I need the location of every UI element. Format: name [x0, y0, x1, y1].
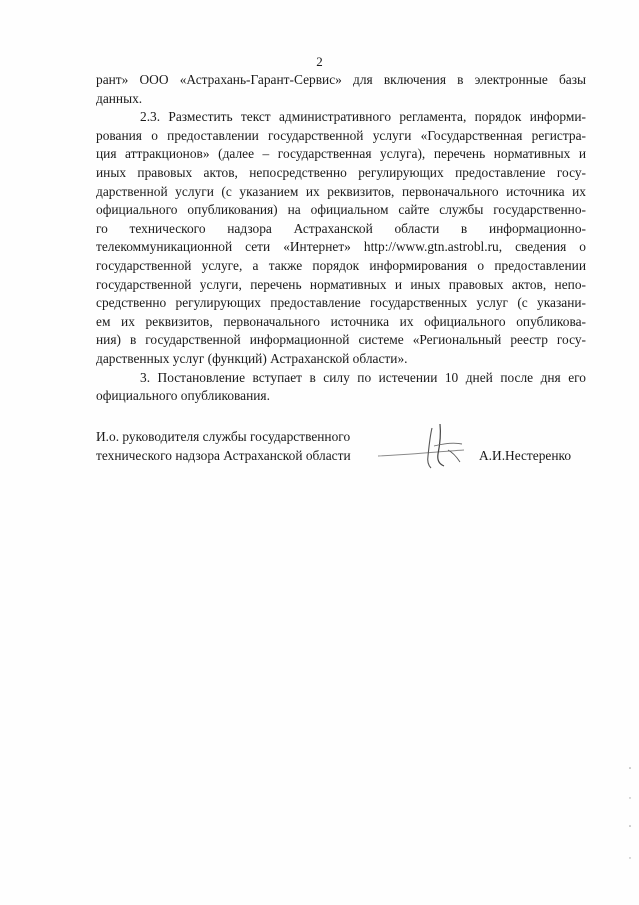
paragraph-2-line-12: ем их реквизитов, первоначального источника их официального опубликова- — [96, 313, 586, 329]
paragraph-1-line-2: данных. — [96, 90, 143, 106]
paragraph-2-line-3: ция аттракционов» (далее – государственная услуга), перечень нормативных и — [96, 146, 586, 162]
page-number: 2 — [316, 54, 323, 69]
paragraph-2-line-9: государственной услуге, а также порядок информирования о предоставлении — [96, 257, 586, 273]
paragraph-2-line-8: телекоммуникационной сети «Интернет» http://www.gtn.astrobl.ru, сведения о — [96, 239, 586, 255]
paragraph-3-line-1: 3. Постановление вступает в силу по истечении 10 дней после дня его — [140, 369, 586, 385]
signatory-title-line-2: технического надзора Астраханской области — [96, 447, 351, 463]
paragraph-2-line-11: средственно регулирующих предоставление государственных услуг (с указани- — [96, 295, 586, 311]
paragraph-2-line-2: рования о предоставлении государственной услуги «Государственная регистра- — [96, 127, 586, 143]
paragraph-3-line-2: официального опубликования. — [96, 388, 270, 404]
paragraph-2-line-14: дарственных услуг (функций) Астраханской области». — [96, 350, 408, 366]
paragraph-2-line-6: официального опубликования) на официальном сайте службы государственно- — [96, 202, 586, 218]
document-body — [96, 71, 586, 406]
paragraph-1-line-1: рант» ООО «Астрахань-Гарант-Сервис» для включения в электронные базы — [96, 72, 586, 87]
signature-block — [96, 428, 586, 465]
signatory-name: А.И.Нестеренко — [479, 447, 572, 463]
paragraph-2-line-5: дарственной услуги (с указанием их реквизитов, первоначального источника их — [96, 183, 586, 199]
signatory-title-line-1: И.о. руководителя службы государственного — [96, 429, 351, 444]
paragraph-2-line-4: иных правовых актов, непосредственно регулирующих предоставление госу- — [96, 164, 586, 180]
scan-edge-artifacts — [627, 760, 633, 880]
paragraph-2-line-13: ния) в государственной информационной системе «Региональный реестр госу- — [96, 332, 586, 348]
paragraph-2-line-1: 2.3. Разместить текст административного регламента, порядок информи- — [140, 109, 586, 125]
paragraph-2-line-7: го технического надзора Астраханской области в информационно- — [96, 220, 586, 236]
paragraph-2-line-10: государственной услуги, перечень нормативных и иных правовых актов, непо- — [96, 276, 586, 292]
